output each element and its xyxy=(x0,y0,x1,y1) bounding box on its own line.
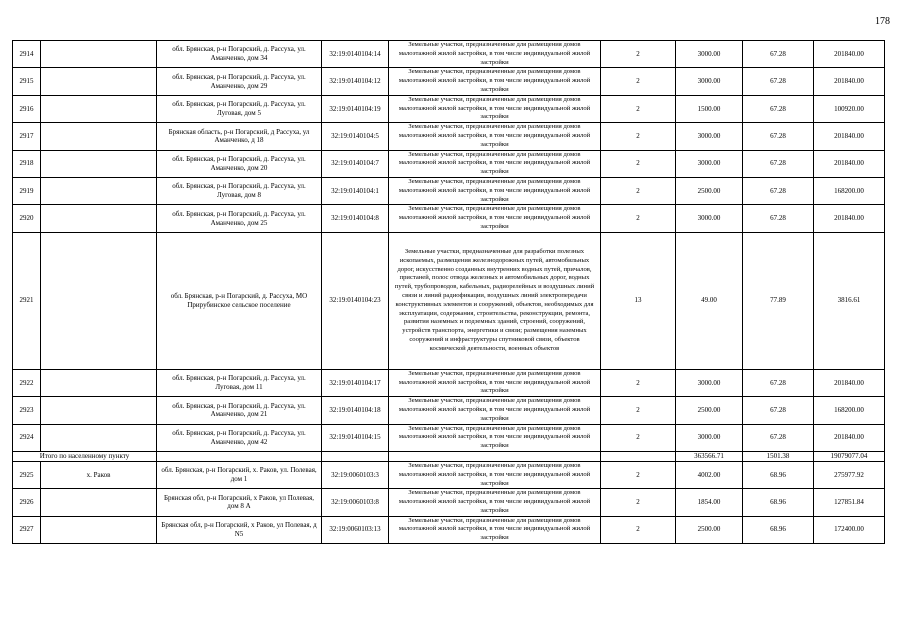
table-row xyxy=(13,489,885,516)
total-row xyxy=(13,451,885,461)
area-cell: 2500.00 xyxy=(676,516,743,543)
cadastral-value-cell: 201840.00 xyxy=(814,150,885,177)
row-number-cell: 2922 xyxy=(13,369,41,396)
area-cell: 3000.00 xyxy=(676,41,743,68)
row-number-cell: 2915 xyxy=(13,68,41,95)
blank-cell xyxy=(389,451,601,461)
specific-value-cell: 67.28 xyxy=(743,177,814,204)
land-use-cell: Земельные участки, предназначенные для размещения домов малоэтажной жилой застройки, в том числе индивидуальной жилой застройки xyxy=(389,205,601,232)
row-number-cell: 2917 xyxy=(13,123,41,150)
table-row xyxy=(13,41,885,68)
row-number-cell: 2919 xyxy=(13,177,41,204)
row-number-cell: 2918 xyxy=(13,150,41,177)
cadastral-number-cell: 32:19:0140104:5 xyxy=(322,123,389,150)
address-cell: обл. Брянская, р-н Погарский, д. Рассуха, ул. Луговая, дом 11 xyxy=(157,369,322,396)
group-cell: 2 xyxy=(601,205,676,232)
group-cell: 2 xyxy=(601,424,676,451)
land-use-cell: Земельные участки, предназначенные для разработки полезных ископаемых, размещения железнодорожных путей, автомобильных дорог, искусственно созданных внутренних водных путей, причалов, пристаней, полос отвода железных и автомобильных дорог, водных путей, трубопроводов, кабельных, радиорелейных и воздушных линий связи и линий радиофикации, воздушных линий электропередачи конструктивных элементов и сооружений, объектов, необходимых для эксплуатации, содержания, строительства, реконструкции, ремонта, развития наземных и подземных зданий, строений, сооружений, устройств транспорта, энергетики и связи; размещения наземных сооружений и инфраструктуры спутниковой связи, объектов космической деятельности, военных объектов xyxy=(389,232,601,369)
address-cell: Брянская обл, р-н Погарский, х Раков, ул Полевая, д N5 xyxy=(157,516,322,543)
cadastral-value-cell: 127851.84 xyxy=(814,489,885,516)
cadastral-number-cell: 32:19:0140104:1 xyxy=(322,177,389,204)
cadastral-value-cell: 201840.00 xyxy=(814,123,885,150)
cadastral-number-cell: 32:19:0140104:19 xyxy=(322,95,389,122)
specific-value-cell: 67.28 xyxy=(743,150,814,177)
table-row xyxy=(13,205,885,232)
specific-value-cell: 67.28 xyxy=(743,424,814,451)
total-area-cell: 363566.71 xyxy=(676,451,743,461)
row-number-cell: 2925 xyxy=(13,461,41,488)
cadastral-number-cell: 32:19:0060103:8 xyxy=(322,489,389,516)
cadastral-number-cell: 32:19:0140104:7 xyxy=(322,150,389,177)
specific-value-cell: 67.28 xyxy=(743,205,814,232)
table-row xyxy=(13,369,885,396)
address-cell: обл. Брянская, р-н Погарский, д. Рассуха, МО Прирубинское сельское поселение xyxy=(157,232,322,369)
cadastral-value-cell: 100920.00 xyxy=(814,95,885,122)
total-specific-value-cell: 1501.38 xyxy=(743,451,814,461)
blank-cell xyxy=(41,150,157,177)
address-cell: обл. Брянская, р-н Погарский, д. Рассуха, ул. Аманченко, дом 21 xyxy=(157,397,322,424)
land-use-cell: Земельные участки, предназначенные для размещения домов малоэтажной жилой застройки, в том числе индивидуальной жилой застройки xyxy=(389,489,601,516)
table-row xyxy=(13,68,885,95)
address-cell: обл. Брянская, р-н Погарский, д. Рассуха, ул. Аманченко, дом 42 xyxy=(157,424,322,451)
group-cell: 2 xyxy=(601,489,676,516)
group-cell: 13 xyxy=(601,232,676,369)
blank-cell xyxy=(41,41,157,68)
specific-value-cell: 67.28 xyxy=(743,123,814,150)
blank-cell xyxy=(41,424,157,451)
cadastral-number-cell: 32:19:0140104:23 xyxy=(322,232,389,369)
area-cell: 2500.00 xyxy=(676,177,743,204)
address-cell: обл. Брянская, р-н Погарский, д. Рассуха, ул. Аманченко, дом 29 xyxy=(157,68,322,95)
cadastral-number-cell: 32:19:0140104:15 xyxy=(322,424,389,451)
cadastral-number-cell: 32:19:0140104:14 xyxy=(322,41,389,68)
address-cell: обл. Брянская, р-н Погарский, д. Рассуха, ул. Аманченко, дом 25 xyxy=(157,205,322,232)
land-use-cell: Земельные участки, предназначенные для размещения домов малоэтажной жилой застройки, в том числе индивидуальной жилой застройки xyxy=(389,177,601,204)
land-use-cell: Земельные участки, предназначенные для размещения домов малоэтажной жилой застройки, в том числе индивидуальной жилой застройки xyxy=(389,461,601,488)
blank-cell xyxy=(41,489,157,516)
land-use-cell: Земельные участки, предназначенные для размещения домов малоэтажной жилой застройки, в том числе индивидуальной жилой застройки xyxy=(389,41,601,68)
land-use-cell: Земельные участки, предназначенные для размещения домов малоэтажной жилой застройки, в том числе индивидуальной жилой застройки xyxy=(389,369,601,396)
specific-value-cell: 77.89 xyxy=(743,232,814,369)
specific-value-cell: 67.28 xyxy=(743,41,814,68)
cadastral-number-cell: 32:19:0140104:17 xyxy=(322,369,389,396)
row-number-cell: 2924 xyxy=(13,424,41,451)
row-number-cell: 2920 xyxy=(13,205,41,232)
blank-cell xyxy=(41,397,157,424)
row-number-cell: 2923 xyxy=(13,397,41,424)
area-cell: 49.00 xyxy=(676,232,743,369)
cadastral-value-cell: 201840.00 xyxy=(814,41,885,68)
land-use-cell: Земельные участки, предназначенные для размещения домов малоэтажной жилой застройки, в том числе индивидуальной жилой застройки xyxy=(389,150,601,177)
cadastral-value-cell: 168200.00 xyxy=(814,397,885,424)
cadastral-value-cell: 201840.00 xyxy=(814,205,885,232)
cadastral-number-cell: 32:19:0140104:18 xyxy=(322,397,389,424)
area-cell: 3000.00 xyxy=(676,123,743,150)
specific-value-cell: 68.96 xyxy=(743,489,814,516)
specific-value-cell: 68.96 xyxy=(743,516,814,543)
table-row xyxy=(13,461,885,488)
row-number-cell: 2921 xyxy=(13,232,41,369)
group-cell: 2 xyxy=(601,123,676,150)
land-use-cell: Земельные участки, предназначенные для размещения домов малоэтажной жилой застройки, в том числе индивидуальной жилой застройки xyxy=(389,516,601,543)
group-cell: 2 xyxy=(601,95,676,122)
cadastral-number-cell: 32:19:0140104:8 xyxy=(322,205,389,232)
table-row xyxy=(13,150,885,177)
address-cell: обл. Брянская, р-н Погарский, д. Рассуха, ул. Аманченко, дом 20 xyxy=(157,150,322,177)
group-cell: 2 xyxy=(601,516,676,543)
blank-cell xyxy=(322,451,389,461)
cadastral-value-table xyxy=(12,40,885,544)
table-row xyxy=(13,123,885,150)
table-row xyxy=(13,177,885,204)
cadastral-value-cell: 168200.00 xyxy=(814,177,885,204)
cadastral-value-cell: 3816.61 xyxy=(814,232,885,369)
blank-cell xyxy=(157,451,322,461)
area-cell: 3000.00 xyxy=(676,424,743,451)
area-cell: 3000.00 xyxy=(676,150,743,177)
group-cell: 2 xyxy=(601,177,676,204)
row-number-cell: 2926 xyxy=(13,489,41,516)
blank-cell xyxy=(41,123,157,150)
group-cell: 2 xyxy=(601,461,676,488)
land-use-cell: Земельные участки, предназначенные для размещения домов малоэтажной жилой застройки, в том числе индивидуальной жилой застройки xyxy=(389,95,601,122)
address-cell: Брянская обл, р-н Погарский, х Раков, ул Полевая, дом 8 А xyxy=(157,489,322,516)
blank-cell xyxy=(41,177,157,204)
cadastral-value-cell: 201840.00 xyxy=(814,424,885,451)
area-cell: 3000.00 xyxy=(676,68,743,95)
group-cell: 2 xyxy=(601,41,676,68)
locality-cell: х. Раков xyxy=(41,461,157,488)
address-cell: обл. Брянская, р-н Погарский, д. Рассуха, ул. Аманченко, дом 34 xyxy=(157,41,322,68)
cadastral-value-cell: 201840.00 xyxy=(814,369,885,396)
address-cell: обл. Брянская, р-н Погарский, д. Рассуха, ул. Луговая, дом 8 xyxy=(157,177,322,204)
address-cell: Брянская область, р-н Погарский, д Рассуха, ул Аманченко, д 18 xyxy=(157,123,322,150)
land-use-cell: Земельные участки, предназначенные для размещения домов малоэтажной жилой застройки, в том числе индивидуальной жилой застройки xyxy=(389,68,601,95)
blank-cell xyxy=(601,451,676,461)
group-cell: 2 xyxy=(601,397,676,424)
address-cell: обл. Брянская, р-н Погарский, д. Рассуха, ул. Луговая, дом 5 xyxy=(157,95,322,122)
specific-value-cell: 67.28 xyxy=(743,369,814,396)
table-row xyxy=(13,95,885,122)
area-cell: 4002.00 xyxy=(676,461,743,488)
cadastral-number-cell: 32:19:0140104:12 xyxy=(322,68,389,95)
table-row xyxy=(13,232,885,369)
blank-cell xyxy=(41,68,157,95)
total-label: Итого по населенному пункту xyxy=(13,451,157,461)
row-number-cell: 2916 xyxy=(13,95,41,122)
cadastral-value-cell: 172400.00 xyxy=(814,516,885,543)
blank-cell xyxy=(41,369,157,396)
land-use-cell: Земельные участки, предназначенные для размещения домов малоэтажной жилой застройки, в том числе индивидуальной жилой застройки xyxy=(389,123,601,150)
blank-cell xyxy=(41,205,157,232)
table-row xyxy=(13,424,885,451)
blank-cell xyxy=(41,232,157,369)
cadastral-number-cell: 32:19:0060103:3 xyxy=(322,461,389,488)
group-cell: 2 xyxy=(601,150,676,177)
cadastral-number-cell: 32:19:0060103:13 xyxy=(322,516,389,543)
specific-value-cell: 67.28 xyxy=(743,68,814,95)
blank-cell xyxy=(41,95,157,122)
cadastral-value-cell: 275977.92 xyxy=(814,461,885,488)
table-row xyxy=(13,516,885,543)
land-use-cell: Земельные участки, предназначенные для размещения домов малоэтажной жилой застройки, в том числе индивидуальной жилой застройки xyxy=(389,397,601,424)
blank-cell xyxy=(41,516,157,543)
area-cell: 3000.00 xyxy=(676,205,743,232)
row-number-cell: 2927 xyxy=(13,516,41,543)
page-number: 178 xyxy=(875,16,890,27)
specific-value-cell: 67.28 xyxy=(743,95,814,122)
group-cell: 2 xyxy=(601,369,676,396)
area-cell: 1500.00 xyxy=(676,95,743,122)
total-cadastral-value-cell: 19079077.04 xyxy=(814,451,885,461)
specific-value-cell: 67.28 xyxy=(743,397,814,424)
address-cell: обл. Брянская, р-н Погарский, х. Раков, ул. Полевая, дом 1 xyxy=(157,461,322,488)
area-cell: 1854.00 xyxy=(676,489,743,516)
table-row xyxy=(13,397,885,424)
group-cell: 2 xyxy=(601,68,676,95)
land-use-cell: Земельные участки, предназначенные для размещения домов малоэтажной жилой застройки, в том числе индивидуальной жилой застройки xyxy=(389,424,601,451)
area-cell: 3000.00 xyxy=(676,369,743,396)
specific-value-cell: 68.96 xyxy=(743,461,814,488)
area-cell: 2500.00 xyxy=(676,397,743,424)
row-number-cell: 2914 xyxy=(13,41,41,68)
cadastral-value-cell: 201840.00 xyxy=(814,68,885,95)
